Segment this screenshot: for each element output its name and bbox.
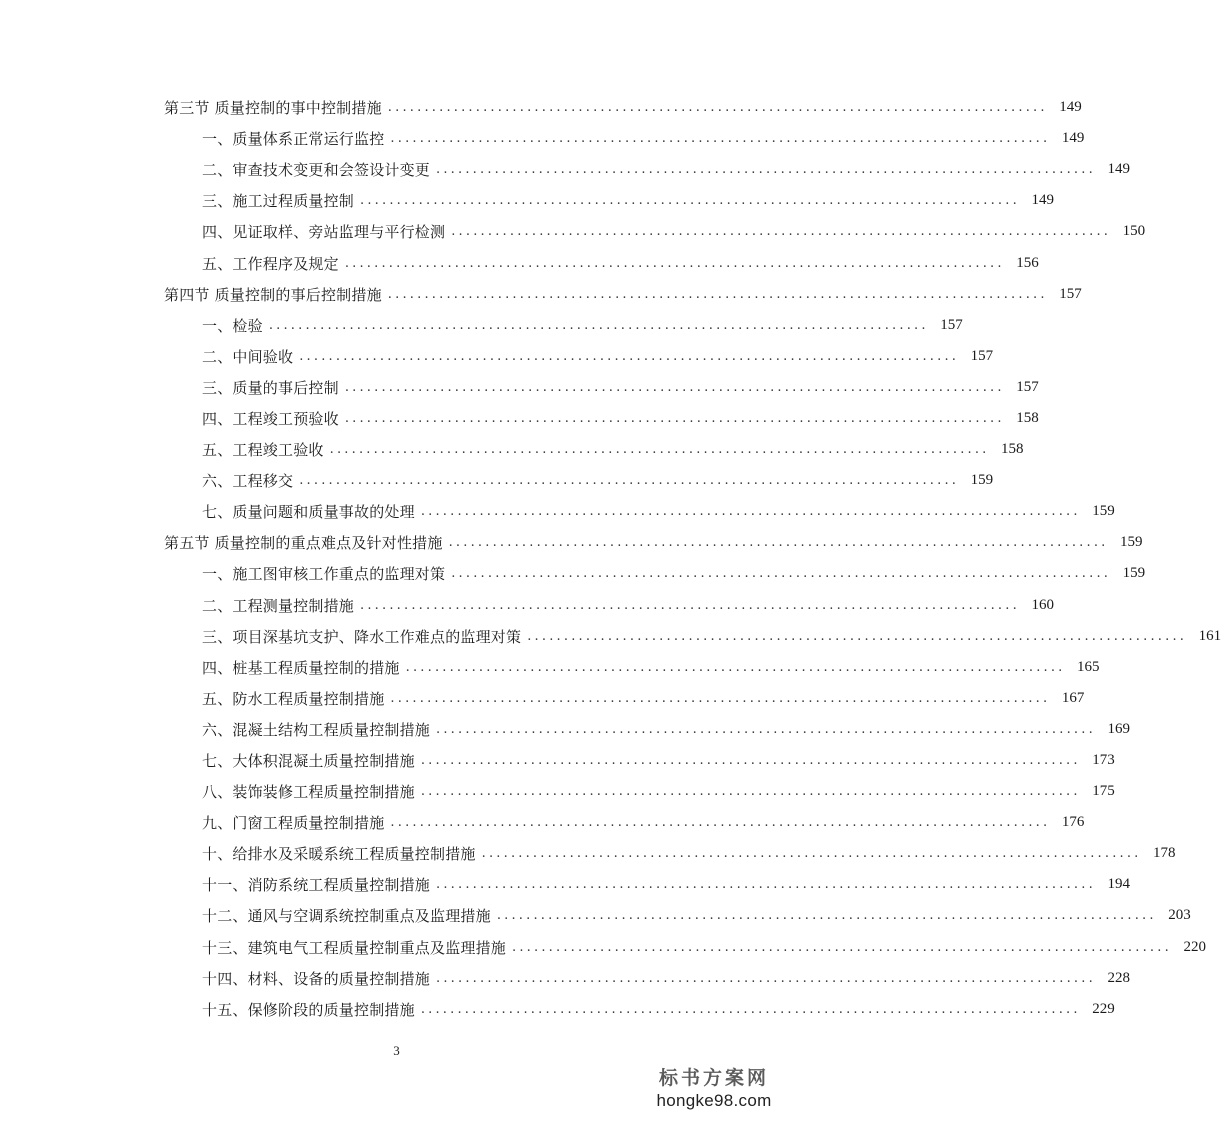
toc-entry-label: 五、工程竣工验收: [202, 441, 324, 460]
toc-leader-dots: ..........................................................................................: [360, 597, 1020, 613]
toc-entry-label: 十三、建筑电气工程质量控制重点及监理措施: [202, 938, 507, 957]
toc-entry-label: 六、混凝土结构工程质量控制措施: [202, 720, 431, 739]
toc-entry[interactable]: [0, 838, 1176, 869]
toc-entry[interactable]: [0, 932, 1206, 963]
toc-entry[interactable]: [0, 341, 994, 372]
toc-entry[interactable]: [0, 776, 1115, 807]
toc-leader-dots: ..........................................................................................: [268, 317, 929, 333]
toc-entry-label: 七、质量问题和质量事故的处理: [202, 503, 415, 522]
toc-leader-dots: ..........................................................................................: [387, 100, 1048, 116]
toc-entry[interactable]: [0, 185, 1054, 216]
toc-entry-page: 158: [1001, 441, 1024, 458]
toc-entry-page: 149: [1061, 130, 1085, 147]
watermark-logo: [649, 1066, 779, 1112]
toc-entry[interactable]: [0, 745, 1115, 776]
toc-leader-dots: ..........................................................................................: [481, 846, 1142, 862]
toc-entry-page: 149: [1031, 192, 1054, 209]
toc-entry-label: 一、质量体系正常运行监控: [202, 130, 385, 149]
toc-entry[interactable]: [0, 807, 1085, 838]
toc-leader-dots: ..........................................................................................: [448, 535, 1109, 551]
toc-entry-page: 160: [1031, 596, 1054, 613]
toc-entry-page: 157: [1016, 378, 1039, 395]
toc-entry[interactable]: [0, 869, 1130, 900]
toc-entry[interactable]: [0, 434, 1024, 465]
toc-entry-page: 228: [1107, 969, 1130, 986]
toc-entry-label: 二、审查技术变更和会签设计变更: [202, 161, 431, 180]
toc-entry[interactable]: [0, 590, 1054, 621]
toc-entry-label: 七、大体积混凝土质量控制措施: [202, 752, 415, 771]
toc-entry[interactable]: [0, 92, 1082, 123]
toc-entry-label: 一、检验: [202, 316, 263, 335]
toc-entry[interactable]: [0, 621, 1221, 652]
toc-entry[interactable]: [0, 963, 1130, 994]
toc-leader-dots: ..........................................................................................: [390, 131, 1051, 147]
toc-entry[interactable]: [0, 994, 1115, 1025]
toc-leader-dots: ..........................................................................................: [344, 255, 1005, 271]
toc-entry-label: 三、项目深基坑支护、降水工作难点的监理对策: [202, 627, 522, 646]
toc-entry-page: 169: [1107, 720, 1130, 737]
toc-entry[interactable]: [0, 372, 1039, 403]
toc-entry-label: 四、工程竣工预验收: [202, 409, 339, 428]
toc-leader-dots: ..........................................................................................: [420, 784, 1081, 800]
toc-entry-page: 194: [1107, 876, 1130, 893]
toc-entry-page: 156: [1016, 254, 1039, 271]
toc-entry-label: 二、工程测量控制措施: [202, 596, 355, 615]
toc-entry[interactable]: [0, 123, 1085, 154]
toc-leader-dots: ..........................................................................................: [451, 566, 1112, 582]
toc-entry-page: 159: [1122, 565, 1146, 582]
toc-leader-dots: ..........................................................................................: [420, 753, 1081, 769]
toc-entry-label: 五、防水工程质量控制措施: [202, 689, 385, 708]
toc-leader-dots: ..........................................................................................: [496, 908, 1157, 924]
toc-entry[interactable]: [0, 310, 963, 341]
toc-entry[interactable]: [0, 496, 1115, 527]
toc-entry[interactable]: [0, 683, 1085, 714]
table-of-contents: [0, 92, 1221, 1025]
toc-leader-dots: ..........................................................................................: [344, 410, 1005, 426]
toc-entry[interactable]: [0, 216, 1146, 247]
toc-leader-dots: ..........................................................................................: [436, 877, 1096, 893]
toc-leader-dots: ..........................................................................................: [299, 473, 960, 489]
toc-entry-page: 167: [1061, 689, 1085, 706]
toc-leader-dots: ..........................................................................................: [387, 286, 1048, 302]
toc-entry-label: 八、装饰装修工程质量控制措施: [202, 783, 415, 802]
toc-entry-label: 四、见证取样、旁站监理与平行检测: [202, 223, 446, 242]
toc-entry-label: 第四节 质量控制的事后控制措施: [164, 285, 382, 304]
toc-entry-label: 四、桩基工程质量控制的措施: [202, 658, 400, 677]
toc-entry-page: 176: [1061, 814, 1085, 831]
toc-entry[interactable]: [0, 652, 1100, 683]
toc-entry[interactable]: [0, 714, 1130, 745]
toc-entry[interactable]: [0, 154, 1130, 185]
toc-entry-label: 九、门窗工程质量控制措施: [202, 814, 385, 833]
toc-entry-page: 175: [1092, 783, 1115, 800]
toc-leader-dots: ..........................................................................................: [299, 348, 960, 364]
toc-entry-page: 157: [1059, 285, 1082, 302]
page-number: 3: [393, 1043, 400, 1058]
toc-entry-label: 三、质量的事后控制: [202, 378, 339, 397]
toc-entry[interactable]: [0, 279, 1082, 310]
toc-entry-page: 157: [940, 316, 963, 333]
toc-leader-dots: ..........................................................................................: [329, 442, 990, 458]
toc-entry-page: 161: [1198, 627, 1221, 644]
toc-leader-dots: ..........................................................................................: [360, 193, 1020, 209]
toc-entry-label: 二、中间验收: [202, 347, 294, 366]
toc-leader-dots: ..........................................................................................: [390, 815, 1051, 831]
toc-entry-page: 203: [1168, 907, 1191, 924]
toc-entry-label: 第三节 质量控制的事中控制措施: [164, 99, 382, 118]
toc-entry-page: 157: [970, 347, 994, 364]
toc-leader-dots: ..........................................................................................: [451, 224, 1112, 240]
toc-entry-page: 159: [970, 472, 994, 489]
toc-entry[interactable]: [0, 465, 994, 496]
toc-leader-dots: ..........................................................................................: [527, 628, 1188, 644]
toc-entry-label: 第五节 质量控制的重点难点及针对性措施: [164, 534, 443, 553]
toc-entry-page: 150: [1122, 223, 1146, 240]
toc-entry-label: 六、工程移交: [202, 472, 294, 491]
toc-leader-dots: ..........................................................................................: [420, 1001, 1081, 1017]
toc-entry-page: 149: [1107, 161, 1130, 178]
toc-leader-dots: ..........................................................................................: [390, 690, 1051, 706]
toc-leader-dots: ..........................................................................................: [512, 939, 1172, 955]
toc-entry-page: 173: [1092, 752, 1115, 769]
toc-entry[interactable]: [0, 527, 1143, 558]
toc-entry-page: 229: [1092, 1000, 1115, 1017]
toc-leader-dots: ..........................................................................................: [344, 379, 1005, 395]
toc-leader-dots: ..........................................................................................: [405, 659, 1066, 675]
toc-leader-dots: ..........................................................................................: [436, 162, 1096, 178]
toc-entry-label: 五、工作程序及规定: [202, 254, 339, 273]
toc-leader-dots: ..........................................................................................: [420, 504, 1081, 520]
toc-entry-label: 十二、通风与空调系统控制重点及监理措施: [202, 907, 491, 926]
toc-entry-label: 一、施工图审核工作重点的监理对策: [202, 565, 446, 584]
toc-entry-page: 178: [1153, 845, 1176, 862]
watermark-chinese-text: 标书方案网: [658, 1067, 769, 1089]
toc-entry[interactable]: [0, 247, 1039, 278]
toc-entry-page: 165: [1077, 658, 1100, 675]
toc-entry-page: 159: [1120, 534, 1143, 551]
toc-entry-page: 220: [1183, 938, 1206, 955]
toc-entry[interactable]: [0, 558, 1146, 589]
toc-entry-label: 十、给排水及采暖系统工程质量控制措施: [202, 845, 476, 864]
toc-entry-page: 149: [1059, 99, 1082, 116]
toc-entry-page: 159: [1092, 503, 1115, 520]
toc-entry-page: 158: [1016, 409, 1039, 426]
toc-entry[interactable]: [0, 403, 1039, 434]
toc-leader-dots: ..........................................................................................: [436, 970, 1096, 986]
toc-entry-label: 十五、保修阶段的质量控制措施: [202, 1000, 415, 1019]
toc-entry[interactable]: [0, 900, 1191, 931]
toc-entry-label: 三、施工过程质量控制: [202, 192, 355, 211]
toc-entry-label: 十四、材料、设备的质量控制措施: [202, 969, 431, 988]
toc-leader-dots: ..........................................................................................: [436, 721, 1096, 737]
toc-entry-label: 十一、消防系统工程质量控制措施: [202, 876, 431, 895]
watermark-site-text: hongke98.com: [656, 1091, 772, 1110]
